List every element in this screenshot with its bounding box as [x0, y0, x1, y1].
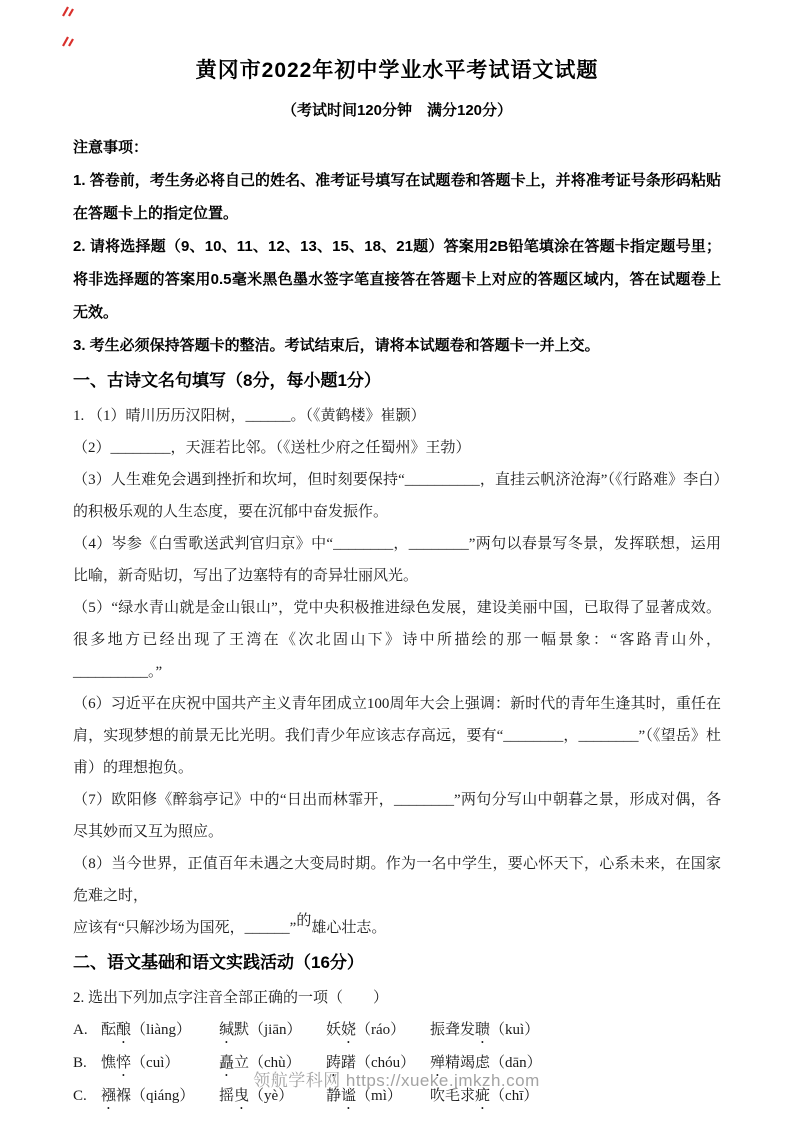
- emphasis-dot-char: 娆: [341, 1022, 357, 1038]
- red-mark-icon: [60, 4, 76, 20]
- notice-item: 2. 请将选择题（9、10、11、12、13、15、18、21题）答案用2B铅笔填涂在答题卡指定题号里；将非选择题的答案用0.5毫米黑色墨水签字笔直接答在答题卡上对应的答题区域内，答在试题卷上无效。: [73, 238, 721, 321]
- emphasis-dot-char: 踌: [326, 1055, 342, 1071]
- emphasis-dot-char: 缄: [219, 1022, 235, 1038]
- section-one-heading: 一、古诗文名句填写（8分，每小题1分）: [73, 371, 381, 390]
- watermark: 领航学科网 https://xueke.jmkzh.com: [253, 1071, 540, 1090]
- question-8-tail-post: 雄心壮志。: [311, 920, 387, 936]
- emphasis-dot-char: 悴: [116, 1055, 132, 1071]
- emphasis-dot-char: 聩: [475, 1022, 491, 1038]
- question-line: （4）岑参《白雪歌送武判官归京》中“________，________”两句以春景写冬景，发挥联想，运用比喻，新奇贴切，写出了边塞特有的奇异壮丽风光。: [73, 536, 721, 584]
- notice-item: 3. 考生必须保持答题卡的整洁。考试结束后，请将本试题卷和答题卡一并上交。: [73, 337, 600, 354]
- question-2-options: [73, 1014, 721, 1113]
- option-label: B.: [73, 1055, 87, 1071]
- exam-time-score-meta: （考试时间120分钟 满分120分）: [281, 102, 513, 119]
- notice-item: 1. 答卷前，考生务必将自己的姓名、准考证号填写在试题卷和答题卡上，并将准考证号条形码粘贴在答题卡上的指定位置。: [73, 172, 721, 222]
- option-item: 襁褓（qiáng）: [101, 1088, 195, 1104]
- option-item: 妖娆（ráo）: [326, 1022, 406, 1038]
- question-line: （5）“绿水青山就是金山银山”，党中央积极推进绿色发展，建设美丽中国，已取得了显著成效。很多地方已经出现了王湾在《次北固山下》诗中所描绘的那一幅景象：“客路青山外，__________。”: [73, 600, 721, 680]
- red-mark-icon: [60, 34, 76, 50]
- emphasis-dot-char: 襁: [101, 1088, 117, 1104]
- question-8-tail-pre: 应该有“只解沙场为国死，______”: [73, 920, 297, 936]
- question-line: （8）当今世界，正值百年未遇之大变局时期。作为一名中学生，要心怀天下，心系未来，在国家危难之时，: [73, 856, 721, 904]
- question-line: 1. （1）晴川历历汉阳树，______。（《黄鹤楼》崔颢）: [73, 408, 426, 424]
- section-two-heading: 二、语文基础和语文实践活动（16分）: [73, 953, 364, 972]
- notice-list: [73, 164, 721, 362]
- emphasis-dot-char: 酿: [116, 1022, 132, 1038]
- option-label: C.: [73, 1088, 87, 1104]
- option-item: 酝酿（liàng）: [101, 1022, 192, 1038]
- option-row: [73, 1014, 721, 1047]
- question-line: （7）欧阳修《醉翁亭记》中的“日出而林霏开，________”两句分写山中朝暮之景，形成对偶，各尽其妙而又互为照应。: [73, 792, 721, 840]
- option-label: A.: [73, 1022, 88, 1038]
- question-one-lines: [73, 400, 721, 912]
- emphasis-dot-char: 矗: [219, 1055, 235, 1071]
- page-title: 黄冈市2022年初中学业水平考试语文试题: [195, 59, 599, 82]
- question-2-intro: 2. 选出下列加点字注音全部正确的一项（ ）: [73, 990, 389, 1006]
- option-item: 静谧（mì）: [326, 1088, 402, 1104]
- option-item: 振聋发聩（kuì）: [430, 1022, 540, 1038]
- option-item: 殚精竭虑（dān）: [430, 1055, 542, 1071]
- emphasis-dot-char: 疵: [475, 1088, 491, 1104]
- option-item: 矗立（chù）: [219, 1055, 301, 1071]
- option-item: 憔悴（cuì）: [101, 1055, 180, 1071]
- option-item: 摇曳（yè）: [219, 1088, 294, 1104]
- red-annotation-marks: [60, 4, 80, 54]
- question-8-tail-line: [73, 912, 721, 944]
- option-item: 缄默（jiān）: [219, 1022, 302, 1038]
- question-line: （3）人生难免会遇到挫折和坎坷，但时刻要保持“__________，直挂云帆济沧海”（《行路难》李白）的积极乐观的人生态度，要在沉郁中奋发振作。: [73, 472, 721, 520]
- question-line: （2）________，天涯若比邻。（《送杜少府之任蜀州》王勃）: [73, 440, 471, 456]
- option-item: 吹毛求疵（chī）: [430, 1088, 539, 1104]
- emphasis-dot-char: 殚: [430, 1055, 446, 1071]
- emphasis-dot-char: 谧: [341, 1088, 357, 1104]
- question-8-superscript: 的: [296, 913, 312, 929]
- emphasis-dot-char: 曳: [234, 1088, 250, 1104]
- question-line: （6）习近平在庆祝中国共产主义青年团成立100周年大会上强调：新时代的青年生逢其时，重任在肩，实现梦想的前景无比光明。我们青少年应该志存高远，要有“________，________”（《望岳》杜甫）的理想抱负。: [73, 696, 721, 776]
- option-item: 踌躇（chóu）: [326, 1055, 416, 1071]
- notice-heading: 注意事项：: [73, 139, 149, 156]
